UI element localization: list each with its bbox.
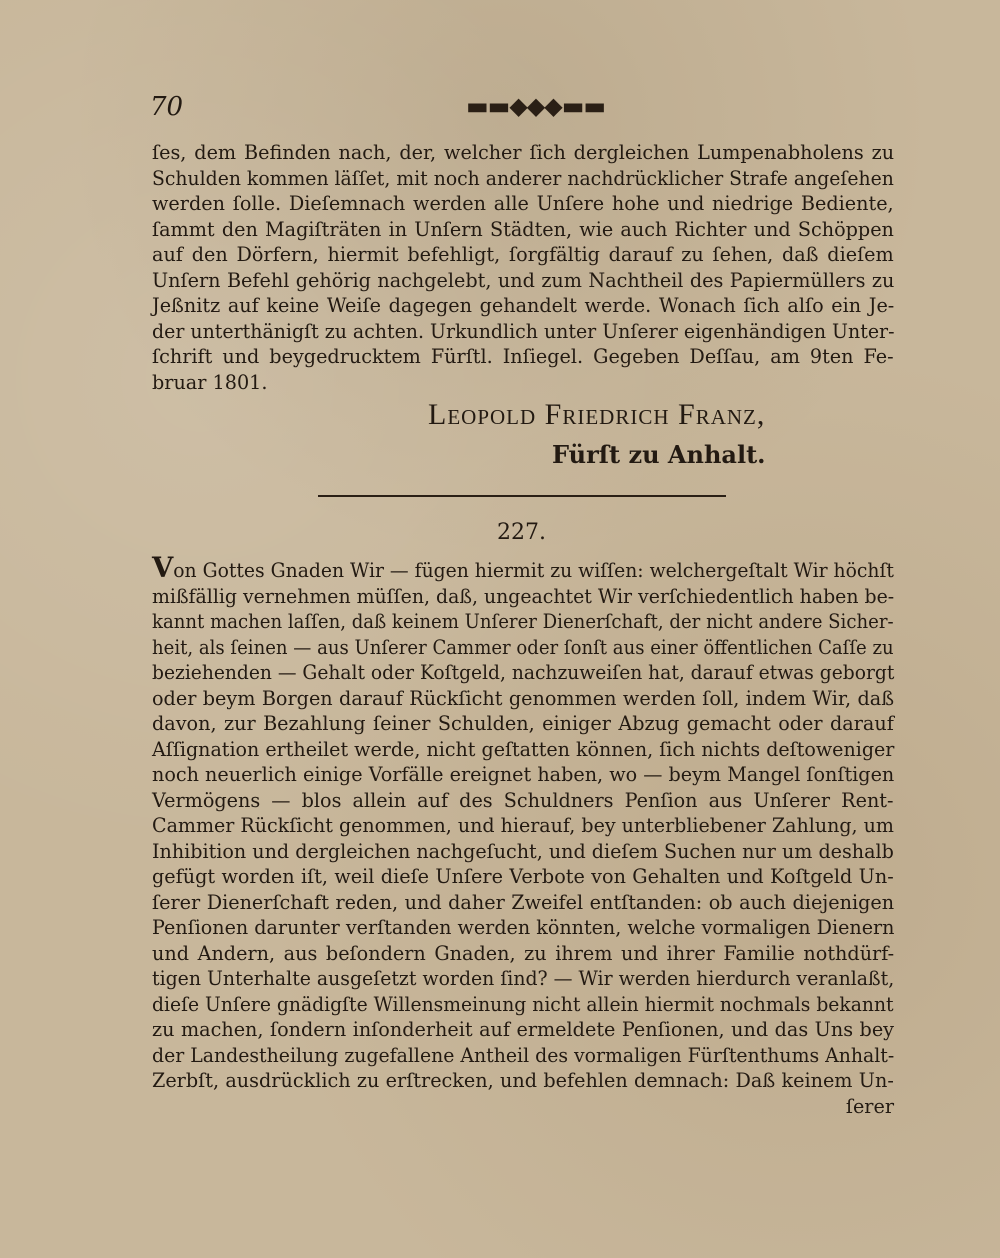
text-line: Zerbſt, ausdrücklich zu erſtrecken, und befehlen demnach: Daß keinem Un- bbox=[152, 1069, 894, 1092]
text-line: auf den Dörfern, hiermit befehligt, ſorgfältig darauf zu ſehen, daß dieſem bbox=[152, 243, 894, 266]
text-line: davon, zur Bezahlung ſeiner Schulden, einiger Abzug gemacht oder darauf bbox=[152, 712, 894, 735]
text-line: ſammt den Magiſträten in Unſern Städten, wie auch Richter und Schöppen bbox=[152, 217, 894, 241]
text-line: ſes, dem Befinden nach, der, welcher ſich dergleichen Lumpenabholens zu bbox=[152, 141, 895, 164]
text-line: Penſionen darunter verſtanden werden könnten, welche vormaligen Dienern bbox=[152, 916, 895, 939]
text-line: kannt machen laſſen, daß keinem Unſerer Dienerſchaft, der nicht andere Sicher- bbox=[152, 610, 894, 633]
text-line: der Landestheilung zugefallene Antheil des vormaligen Fürſtenthums Anhalt- bbox=[152, 1043, 895, 1067]
section-number: 227. bbox=[497, 520, 546, 545]
text-line: beziehenden — Gehalt oder Koſtgeld, nachzuweiſen hat, darauf etwas geborgt bbox=[152, 661, 895, 684]
text-line: ſchrift und beygedrucktem Fürſtl. Inſiegel. Gegeben Deſſau, am 9ten Fe- bbox=[152, 345, 894, 368]
text-line: Inhibition und dergleichen nachgeſucht, und dieſem Suchen nur um deshalb bbox=[152, 839, 894, 863]
text-line: Schulden kommen läſſet, mit noch anderer nachdrücklicher Strafe angeſehen bbox=[152, 166, 894, 190]
text-line: werden ſolle. Dieſemnach werden alle Unſere hohe und niedrige Bediente, bbox=[152, 192, 894, 215]
text-line: zu machen, ſondern inſonderheit auf ermeldete Penſionen, und das Uns bey bbox=[152, 1018, 895, 1041]
text-line: Jeßnitz auf keine Weiſe dagegen gehandelt werde. Wonach ſich alſo ein Je- bbox=[152, 294, 895, 317]
text-line-first-rest: on Gottes Gnaden Wir — fügen hiermit zu wiſſen: welchergeſtalt Wir höchſt bbox=[173, 559, 894, 582]
signature-title: Fürſt zu Anhalt. bbox=[552, 440, 766, 469]
text-line: Unſern Befehl gehörig nachgelebt, und zum Nachtheil des Papiermüllers zu bbox=[152, 268, 895, 292]
text-line: ſerer Dienerſchaft reden, und daher Zweifel entſtanden: ob auch diejenigen bbox=[152, 890, 895, 914]
header-ornament: ▬▬◆◆◆▬▬ bbox=[466, 92, 606, 120]
text-line: mißfällig vernehmen müſſen, daß, ungeachtet Wir verſchiedentlich haben be- bbox=[152, 584, 895, 608]
decree-text-block-1 bbox=[152, 140, 894, 395]
section-divider bbox=[318, 495, 726, 497]
page-number: 70 bbox=[150, 92, 184, 122]
text-line: noch neuerlich einige Vorfälle ereignet haben, wo — beym Mangel ſonſtigen bbox=[152, 763, 895, 786]
text-line: Aſſignation ertheilet werde, nicht geſtatten können, ſich nichts deſtoweniger bbox=[152, 737, 895, 761]
text-line: der unterthänigſt zu achten. Urkundlich unter Unſerer eigenhändigen Unter- bbox=[152, 319, 895, 343]
text-line: Vermögens — blos allein auf des Schuldners Penſion aus Unſerer Rent- bbox=[152, 788, 894, 812]
text-line: bruar 1801. bbox=[152, 370, 268, 394]
text-line: gefügt worden iſt, weil dieſe Unſere Verbote von Gehalten und Koſtgeld Un- bbox=[152, 865, 894, 888]
text-line: oder beym Borgen darauf Rückſicht genommen werden ſoll, indem Wir, daß bbox=[152, 686, 895, 710]
text-line: dieſe Unſere gnädigſte Willensmeinung nicht allein hiermit nochmals bekannt bbox=[152, 992, 894, 1016]
drop-cap: V bbox=[152, 551, 174, 584]
text-line: heit, als ſeinen — aus Unſerer Cammer oder ſonſt aus einer öffentlichen Caſſe zu bbox=[152, 635, 894, 659]
text-line-first bbox=[152, 551, 894, 584]
text-line: Cammer Rückſicht genommen, und hierauf, bey unterbliebener Zahlung, um bbox=[152, 814, 894, 837]
decree-text-block-2 bbox=[152, 551, 895, 1119]
signature-name: Leopold Friedrich Franz, bbox=[428, 398, 766, 431]
catchword: ſerer bbox=[845, 1094, 894, 1118]
text-line: tigen Unterhalte ausgeſetzt worden ſind? — Wir werden hierdurch veranlaßt, bbox=[152, 967, 895, 990]
text-line: und Andern, aus beſondern Gnaden, zu ihrem und ihrer Familie nothdürf- bbox=[152, 941, 895, 965]
